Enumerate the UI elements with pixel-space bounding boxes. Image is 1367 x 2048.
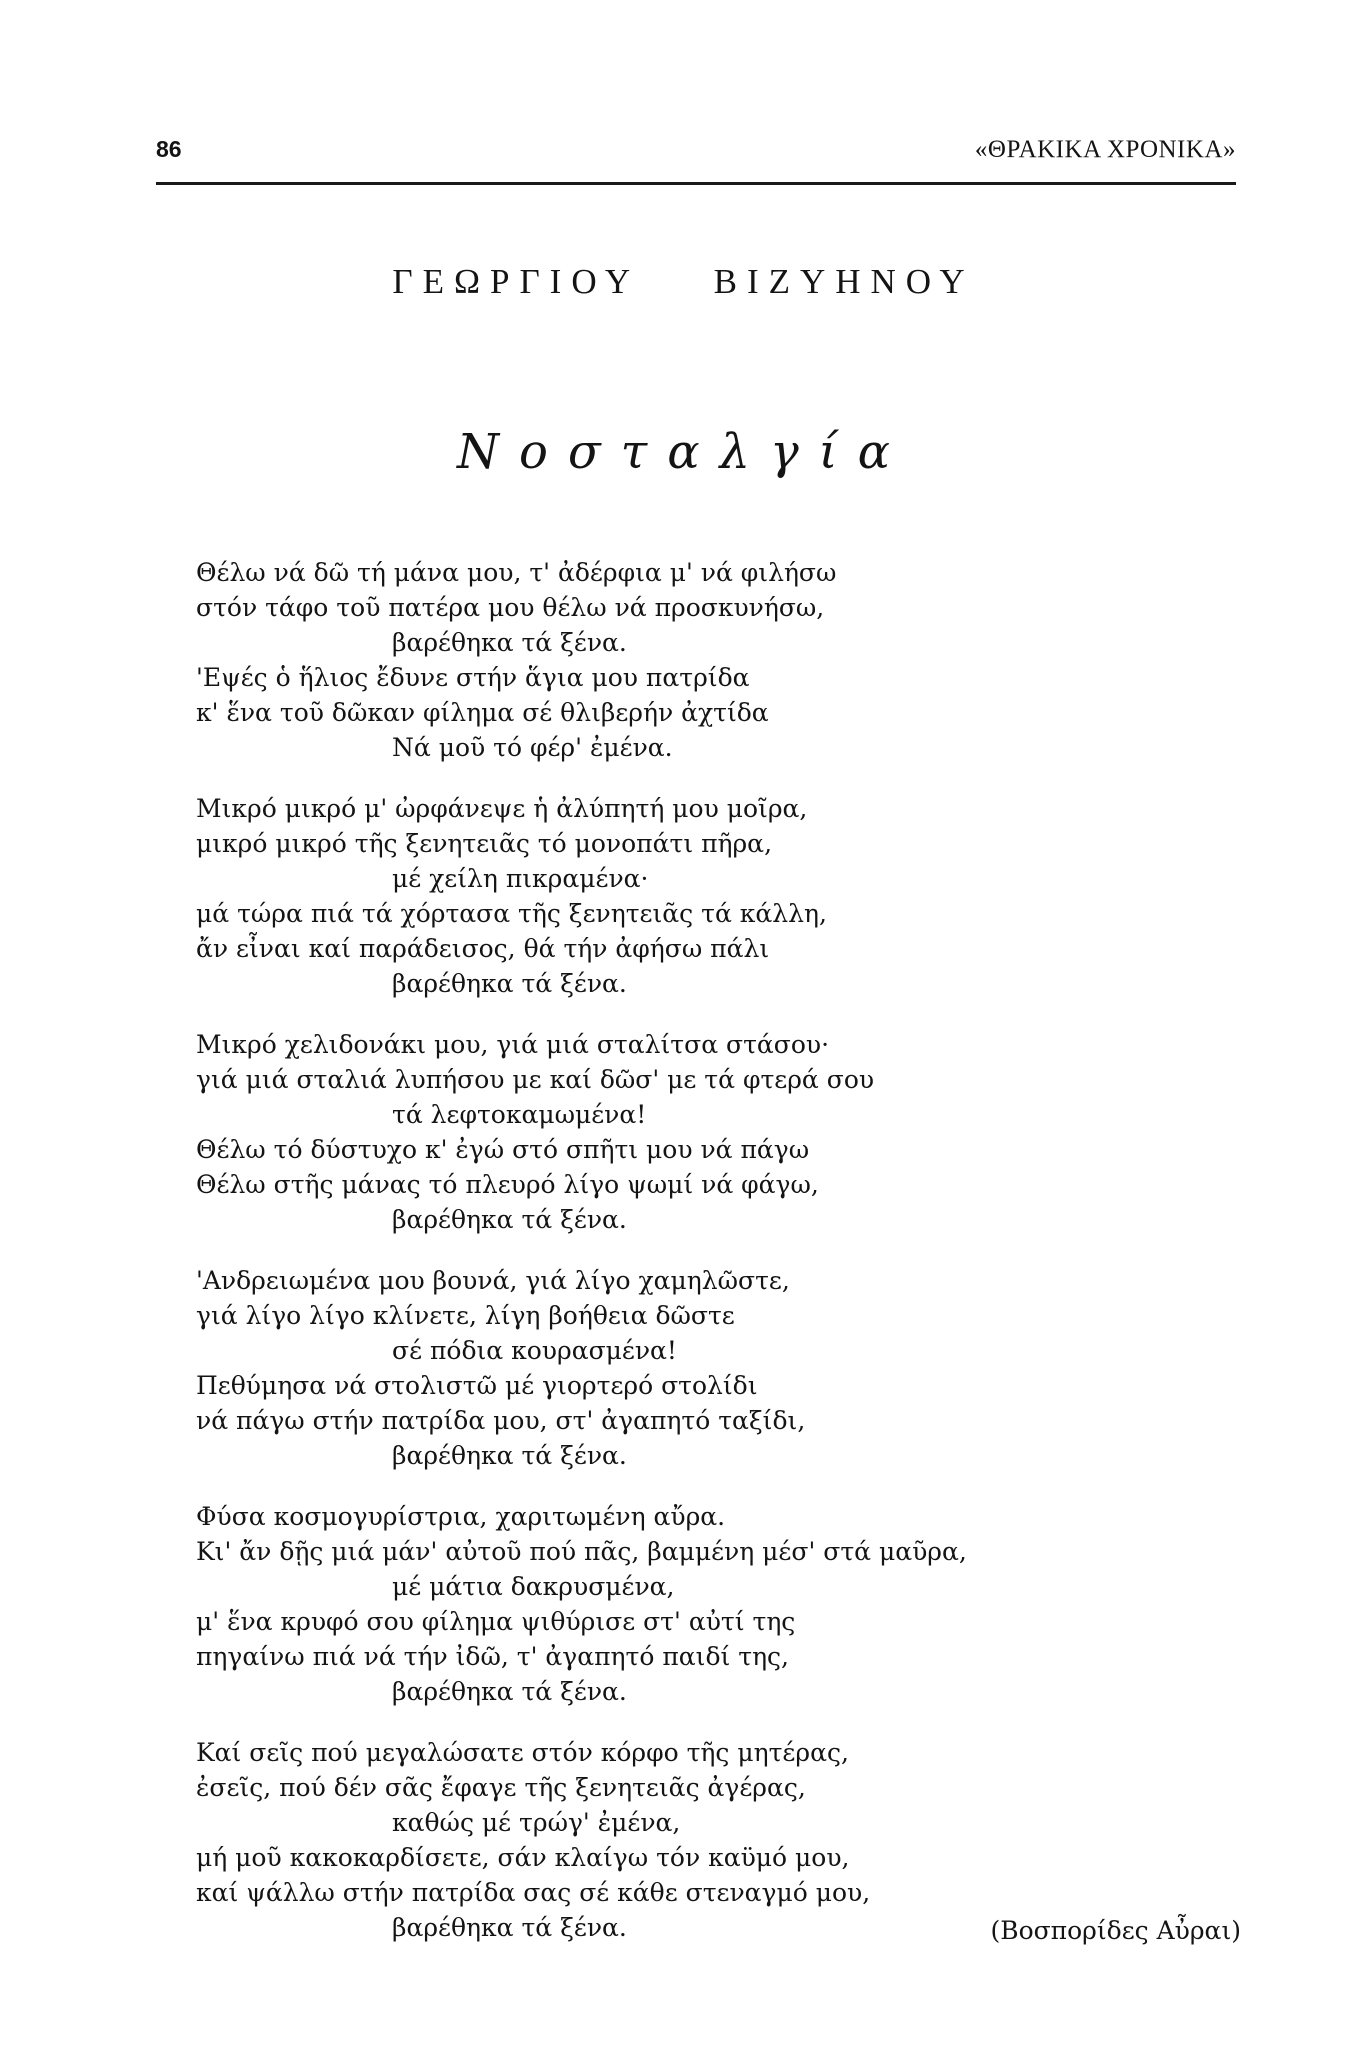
poem-line: βαρέθηκα τά ξένα. xyxy=(392,969,627,998)
stanza xyxy=(196,555,1236,765)
poem-line: σέ πόδια κουρασμένα! xyxy=(392,1336,677,1365)
poem-line: Καί σεῖς πού μεγαλώσατε στόν κόρφο τῆς μητέρας, xyxy=(196,1738,849,1767)
poem-line: μικρό μικρό τῆς ξενητειᾶς τό μονοπάτι πῆρα, xyxy=(196,829,773,858)
poem-line: πηγαίνω πιά νά τήν ἰδῶ, τ' ἀγαπητό παιδί της, xyxy=(196,1642,790,1671)
poem-line: Κι' ἄν δῇς μιά μάν' αὐτοῦ πού πᾶς, βαμμένη μέσ' στά μαῦρα, xyxy=(196,1537,967,1566)
poem-line: μέ μάτια δακρυσμένα, xyxy=(392,1572,675,1601)
poem-title: Νοσταλγία xyxy=(457,424,910,480)
poem-line: μή μοῦ κακοκαρδίσετε, σάν κλαίγω τόν καϋμό μου, xyxy=(196,1843,850,1872)
poem-line: μά τώρα πιά τά χόρτασα τῆς ξενητειᾶς τά κάλλη, xyxy=(196,899,827,928)
poem-line: Πεθύμησα νά στολιστῶ μέ γιορτερό στολίδι xyxy=(196,1371,758,1400)
poem-author: ΓΕΩΡΓΙΟΥ ΒΙΖΥΗΝΟΥ xyxy=(392,262,975,301)
poem-line: Μικρό χελιδονάκι μου, γιά μιά σταλίτσα στάσου· xyxy=(196,1030,830,1059)
poem-line: 'Ανδρειωμένα μου βουνά, γιά λίγο χαμηλῶστε, xyxy=(196,1266,790,1295)
poem-line: γιά μιά σταλιά λυπήσου με καί δῶσ' με τά φτερά σου xyxy=(196,1065,875,1094)
stanza xyxy=(196,1499,1236,1709)
poem-line: τά λεφτοκαμωμένα! xyxy=(392,1100,647,1129)
poem-body xyxy=(196,555,1236,1971)
poem-line: βαρέθηκα τά ξένα. xyxy=(392,1205,627,1234)
page-header xyxy=(156,136,1236,176)
poem-line: νά πάγω στήν πατρίδα μου, στ' ἀγαπητό ταξίδι, xyxy=(196,1406,806,1435)
poem-line: βαρέθηκα τά ξένα. xyxy=(392,628,627,657)
poem-line: Θέλω νά δῶ τή μάνα μου, τ' ἀδέρφια μ' νά φιλήσω xyxy=(196,558,837,587)
page-number: 86 xyxy=(156,136,182,162)
header-rule xyxy=(156,182,1236,185)
poem-line: καί ψάλλω στήν πατρίδα σας σέ κάθε στεναγμό μου, xyxy=(196,1878,871,1907)
poem-line: ἐσεῖς, πού δέν σᾶς ἔφαγε τῆς ξενητειᾶς ἀγέρας, xyxy=(196,1773,806,1802)
poem-line: Φύσα κοσμογυρίστρια, χαριτωμένη αὔρα. xyxy=(196,1502,726,1531)
poem-line: ἄν εἶναι καί παράδεισος, θά τήν ἀφήσω πάλι xyxy=(196,934,770,963)
poem-line: Νά μοῦ τό φέρ' ἐμένα. xyxy=(392,733,673,762)
stanza xyxy=(196,791,1236,1001)
poem-line: βαρέθηκα τά ξένα. xyxy=(392,1677,627,1706)
poem-line: 'Εψές ὁ ἥλιος ἔδυνε στήν ἅγια μου πατρίδα xyxy=(196,663,750,692)
poem-line: Θέλω τό δύστυχο κ' ἐγώ στό σπῆτι μου νά πάγω xyxy=(196,1135,810,1164)
stanza xyxy=(196,1735,1236,1945)
poem-line: κ' ἕνα τοῦ δῶκαν φίλημα σέ θλιβερήν ἀχτίδα xyxy=(196,698,769,727)
poem-line: Θέλω στῆς μάνας τό πλευρό λίγο ψωμί νά φάγω, xyxy=(196,1170,819,1199)
stanza xyxy=(196,1027,1236,1237)
poem-line: βαρέθηκα τά ξένα. xyxy=(392,1441,627,1470)
poem-source: (Βοσπορίδες Αὖραι) xyxy=(990,1916,1241,1945)
journal-title: «ΘΡΑΚΙΚΑ ΧΡΟΝΙΚΑ» xyxy=(974,136,1236,163)
poem-line: βαρέθηκα τά ξένα. xyxy=(392,1913,627,1942)
stanza xyxy=(196,1263,1236,1473)
poem-line: μ' ἕνα κρυφό σου φίλημα ψιθύρισε στ' αὐτί της xyxy=(196,1607,796,1636)
poem-line: γιά λίγο λίγο κλίνετε, λίγη βοήθεια δῶστε xyxy=(196,1301,735,1330)
poem-line: καθώς μέ τρώγ' ἐμένα, xyxy=(392,1808,681,1837)
poem-line: στόν τάφο τοῦ πατέρα μου θέλω νά προσκυνήσω, xyxy=(196,593,825,622)
poem-line: μέ χείλη πικραμένα· xyxy=(392,864,649,893)
poem-line: Μικρό μικρό μ' ὠρφάνεψε ἡ ἀλύπητή μου μοῖρα, xyxy=(196,794,808,823)
